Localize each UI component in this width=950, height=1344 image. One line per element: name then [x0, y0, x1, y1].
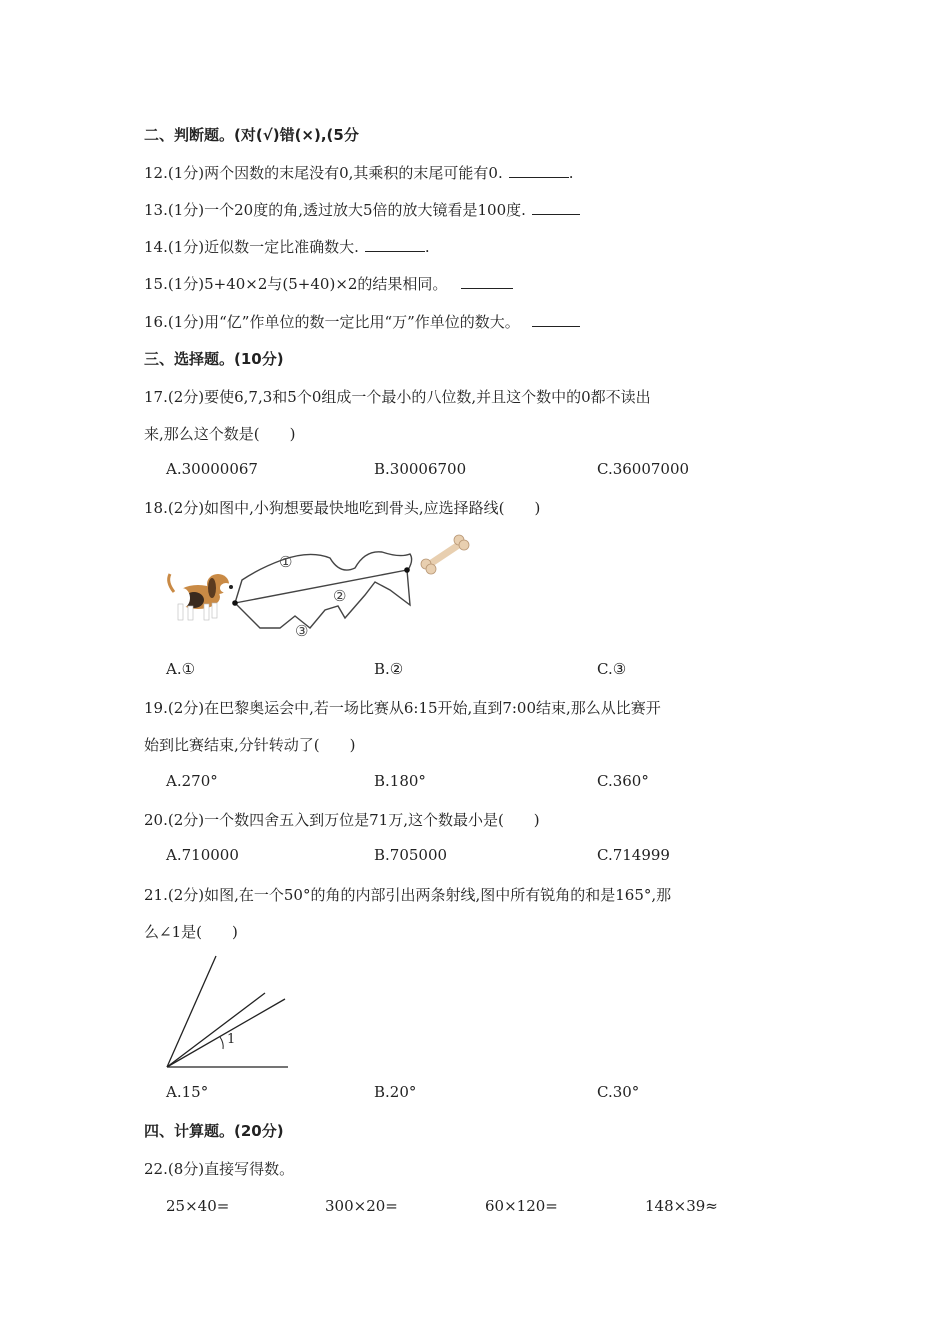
route-3-line	[235, 570, 410, 628]
bone-icon	[421, 535, 469, 574]
judge-item-16	[144, 311, 580, 332]
q17-line1: 17.(2分)要使6,7,3和5个0组成一个最小的八位数,并且这个数中的0都不读出	[144, 388, 651, 406]
q21-line1: 21.(2分)如图,在一个50°的角的内部引出两条射线,图中所有锐角的和是165°,那	[144, 886, 672, 904]
judge-item-text: 13.(1分)一个20度的角,透过放大5倍的放大镜看是100度.	[144, 201, 526, 219]
q17-option-b[interactable]: B.30006700	[374, 460, 467, 478]
judge-item-12	[144, 162, 574, 183]
q21-option-b[interactable]: B.20°	[374, 1083, 417, 1101]
q18-option-a[interactable]: A.①	[166, 660, 196, 678]
q20-option-a[interactable]: A.710000	[166, 846, 239, 864]
angle-1-label: 1	[227, 1032, 236, 1047]
q18-option-c[interactable]: C.③	[597, 660, 627, 678]
q20-option-c[interactable]: C.714999	[597, 846, 670, 864]
end-point	[404, 567, 410, 573]
q19-option-b[interactable]: B.180°	[374, 772, 426, 790]
judge-item-tail: .	[568, 164, 574, 182]
route-2-label: ②	[333, 587, 347, 605]
answer-blank[interactable]	[365, 237, 425, 252]
q17-option-a[interactable]: A.30000067	[166, 460, 258, 478]
section-calc-title: 四、计算题。(20分)	[144, 1122, 284, 1140]
q20-line1: 20.(2分)一个数四舍五入到万位是71万,这个数最小是( )	[144, 811, 540, 829]
start-point	[232, 600, 238, 606]
section-judge-title: 二、判断题。(对(√)错(×),(5分	[144, 126, 359, 144]
q19-line2: 始到比赛结束,分针转动了( )	[144, 736, 356, 754]
q21-line2: 么∠1是( )	[144, 923, 238, 941]
answer-blank[interactable]	[461, 274, 513, 289]
judge-item-15	[144, 273, 513, 294]
route-1-line	[235, 552, 412, 603]
ray-3	[167, 956, 216, 1067]
calc-item-4[interactable]: 148×39≈	[645, 1197, 718, 1215]
route-2-line	[235, 570, 407, 603]
ray-1	[167, 999, 285, 1067]
q17-line2: 来,那么这个数是( )	[144, 425, 296, 443]
judge-item-text: 12.(1分)两个因数的末尾没有0,其乘积的末尾可能有0.	[144, 164, 503, 182]
judge-item-text: 15.(1分)5+40×2与(5+40)×2的结果相同。	[144, 275, 448, 293]
q19-option-a[interactable]: A.270°	[166, 772, 218, 790]
q18-option-b[interactable]: B.②	[374, 660, 404, 678]
judge-item-14	[144, 236, 430, 257]
q17-option-c[interactable]: C.36007000	[597, 460, 690, 478]
q21-option-c[interactable]: C.30°	[597, 1083, 640, 1101]
q20-option-b[interactable]: B.705000	[374, 846, 448, 864]
q21-option-a[interactable]: A.15°	[166, 1083, 209, 1101]
judge-item-tail: .	[424, 238, 430, 256]
answer-blank[interactable]	[509, 163, 569, 178]
q22-line1: 22.(8分)直接写得数。	[144, 1160, 295, 1178]
route-1-label: ①	[279, 553, 293, 571]
angle-arc	[220, 1037, 223, 1049]
q18-line1: 18.(2分)如图中,小狗想要最快地吃到骨头,应选择路线( )	[144, 499, 541, 517]
section-choice-title: 三、选择题。(10分)	[144, 350, 284, 368]
judge-item-13	[144, 199, 580, 220]
dog-icon	[169, 574, 233, 620]
q19-option-c[interactable]: C.360°	[597, 772, 649, 790]
judge-item-text: 16.(1分)用“亿”作单位的数一定比用“万”作单位的数大。	[144, 313, 520, 331]
calc-item-2[interactable]: 300×20=	[325, 1197, 398, 1215]
ray-2	[167, 993, 265, 1067]
answer-blank[interactable]	[532, 200, 580, 215]
judge-item-text: 14.(1分)近似数一定比准确数大.	[144, 238, 359, 256]
angle-figure	[160, 950, 300, 1075]
answer-blank[interactable]	[532, 312, 580, 327]
route-3-label: ③	[295, 622, 309, 640]
dog-route-figure	[160, 530, 480, 645]
calc-item-1[interactable]: 25×40=	[166, 1197, 230, 1215]
q19-line1: 19.(2分)在巴黎奥运会中,若一场比赛从6:15开始,直到7:00结束,那么从比赛开	[144, 699, 661, 717]
calc-item-3[interactable]: 60×120=	[485, 1197, 558, 1215]
